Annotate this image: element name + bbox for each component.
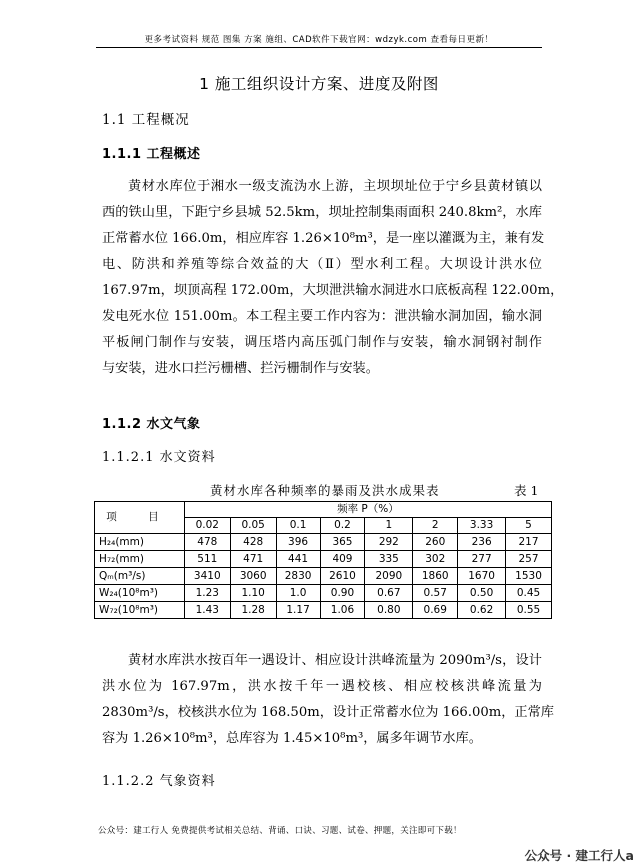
paragraph-line: 西的铁山里，下距宁乡县城 52.5km，坝址控制集雨面积 240.8km²，水库 xyxy=(102,205,542,220)
table-cell: 1860 xyxy=(413,568,458,585)
page-footer: 公众号：建工行人 免费提供考试相关总结、背诵、口诀、习题、试卷、押题，关注即可下载！ xyxy=(98,826,462,836)
table-cell: 1.17 xyxy=(276,602,320,619)
table-cell: 260 xyxy=(413,534,458,551)
table-cell: 0.69 xyxy=(413,602,458,619)
flood-frequency-table xyxy=(94,501,552,619)
table-row xyxy=(95,585,552,602)
paragraph-line: 黄材水库洪水按百年一遇设计、相应设计洪峰流量为 2090m³/s，设计 xyxy=(128,653,542,668)
paragraph-line: 洪水位为 167.97m，洪水按千年一遇校核、相应校核洪峰流量为 xyxy=(102,679,542,694)
table-cell: 0.50 xyxy=(458,585,506,602)
table-caption: 黄材水库各种频率的暴雨及洪水成果表 xyxy=(210,483,440,498)
table-cell: 428 xyxy=(230,534,276,551)
table-cell: 441 xyxy=(276,551,320,568)
row-label: H₂₄(mm) xyxy=(95,534,185,551)
paragraph-line: 电、防洪和养殖等综合效益的大（Ⅱ）型水利工程。大坝设计洪水位 xyxy=(102,257,542,272)
row-label: H₇₂(mm) xyxy=(95,551,185,568)
frequency-cell: 0.02 xyxy=(184,518,230,534)
table-cell: 1530 xyxy=(506,568,552,585)
table-cell: 0.62 xyxy=(458,602,506,619)
document-title: 1 施工组织设计方案、进度及附图 xyxy=(199,75,439,93)
header-divider xyxy=(96,47,542,48)
table-cell: 409 xyxy=(320,551,365,568)
frequency-cell: 0.05 xyxy=(230,518,276,534)
table-cell: 0.80 xyxy=(365,602,413,619)
table-cell: 1.10 xyxy=(230,585,276,602)
section-heading-1-1-2-1: 1.1.2.1 水文资料 xyxy=(102,450,216,465)
table-cell: 3060 xyxy=(230,568,276,585)
table-cell: 0.55 xyxy=(506,602,552,619)
table-cell: 335 xyxy=(365,551,413,568)
paragraph-line: 平板闸门制作与安装，调压塔内高压弧门制作与安装，输水洞钢衬制作 xyxy=(102,335,542,350)
table-cell: 511 xyxy=(184,551,230,568)
table-item-header: 项 目 xyxy=(95,502,185,534)
table-cell: 3410 xyxy=(184,568,230,585)
table-cell: 1670 xyxy=(458,568,506,585)
page-header: 更多考试资料 规范 图集 方案 施组、CAD软件下载官网：wdzyk.com 查看每日更新！ xyxy=(144,35,494,45)
row-label: Qₘ(m³/s) xyxy=(95,568,185,585)
table-cell: 217 xyxy=(506,534,552,551)
paragraph-line: 正常蓄水位 166.0m，相应库容 1.26×10⁸m³，是一座以灌溉为主，兼有发 xyxy=(102,231,545,246)
paragraph-line: 167.97m，坝顶高程 172.00m，大坝泄洪输水洞进水口底板高程 122.00m， xyxy=(102,283,564,298)
table-cell: 0.57 xyxy=(413,585,458,602)
table-cell: 396 xyxy=(276,534,320,551)
table-cell: 236 xyxy=(458,534,506,551)
table-cell: 1.06 xyxy=(320,602,365,619)
table-number: 表 1 xyxy=(514,483,539,498)
table-cell: 2830 xyxy=(276,568,320,585)
table-cell: 0.67 xyxy=(365,585,413,602)
project-overview-paragraph xyxy=(102,174,564,382)
section-heading-1-1: 1.1 工程概况 xyxy=(102,112,190,128)
table-cell: 1.28 xyxy=(230,602,276,619)
paragraph-line: 2830m³/s，校核洪水位为 168.50m，设计正常蓄水位为 166.00m，正常库 xyxy=(102,705,554,720)
table-frequency-header: 频率 P（%） xyxy=(184,502,551,518)
table-row xyxy=(95,568,552,585)
table-cell: 0.90 xyxy=(320,585,365,602)
frequency-cell: 0.2 xyxy=(320,518,365,534)
table-cell: 365 xyxy=(320,534,365,551)
frequency-cell: 5 xyxy=(506,518,552,534)
table-cell: 277 xyxy=(458,551,506,568)
table-cell: 1.0 xyxy=(276,585,320,602)
table-cell: 478 xyxy=(184,534,230,551)
frequency-cell: 2 xyxy=(413,518,458,534)
table-cell: 2090 xyxy=(365,568,413,585)
table-cell: 292 xyxy=(365,534,413,551)
table-row xyxy=(95,534,552,551)
section-heading-1-1-2-2: 1.1.2.2 气象资料 xyxy=(102,774,216,789)
paragraph-line: 容为 1.26×10⁸m³，总库容为 1.45×10⁸m³，属多年调节水库。 xyxy=(102,731,482,746)
table-cell: 1.43 xyxy=(184,602,230,619)
table-cell: 1.23 xyxy=(184,585,230,602)
table-cell: 0.45 xyxy=(506,585,552,602)
paragraph-line: 发电死水位 151.00m。本工程主要工作内容为：泄洪输水洞加固，输水洞 xyxy=(102,309,542,324)
frequency-cell: 1 xyxy=(365,518,413,534)
table-row xyxy=(95,551,552,568)
frequency-cell: 0.1 xyxy=(276,518,320,534)
section-heading-1-1-1: 1.1.1 工程概述 xyxy=(102,147,201,162)
frequency-cell: 3.33 xyxy=(458,518,506,534)
row-label: W₇₂(10⁸m³) xyxy=(95,602,185,619)
table-cell: 2610 xyxy=(320,568,365,585)
row-label: W₂₄(10⁸m³) xyxy=(95,585,185,602)
table-cell: 257 xyxy=(506,551,552,568)
table-cell: 471 xyxy=(230,551,276,568)
flood-design-paragraph xyxy=(102,648,554,752)
section-heading-1-1-2: 1.1.2 水文气象 xyxy=(102,417,201,432)
table-cell: 302 xyxy=(413,551,458,568)
paragraph-line: 黄材水库位于湘水一级支流沩水上游，主坝坝址位于宁乡县黄材镇以 xyxy=(128,179,542,194)
paragraph-line: 与安装，进水口拦污栅槽、拦污栅制作与安装。 xyxy=(102,361,379,376)
watermark: 公众号 · 建工行人a xyxy=(524,848,634,863)
table-row xyxy=(95,602,552,619)
